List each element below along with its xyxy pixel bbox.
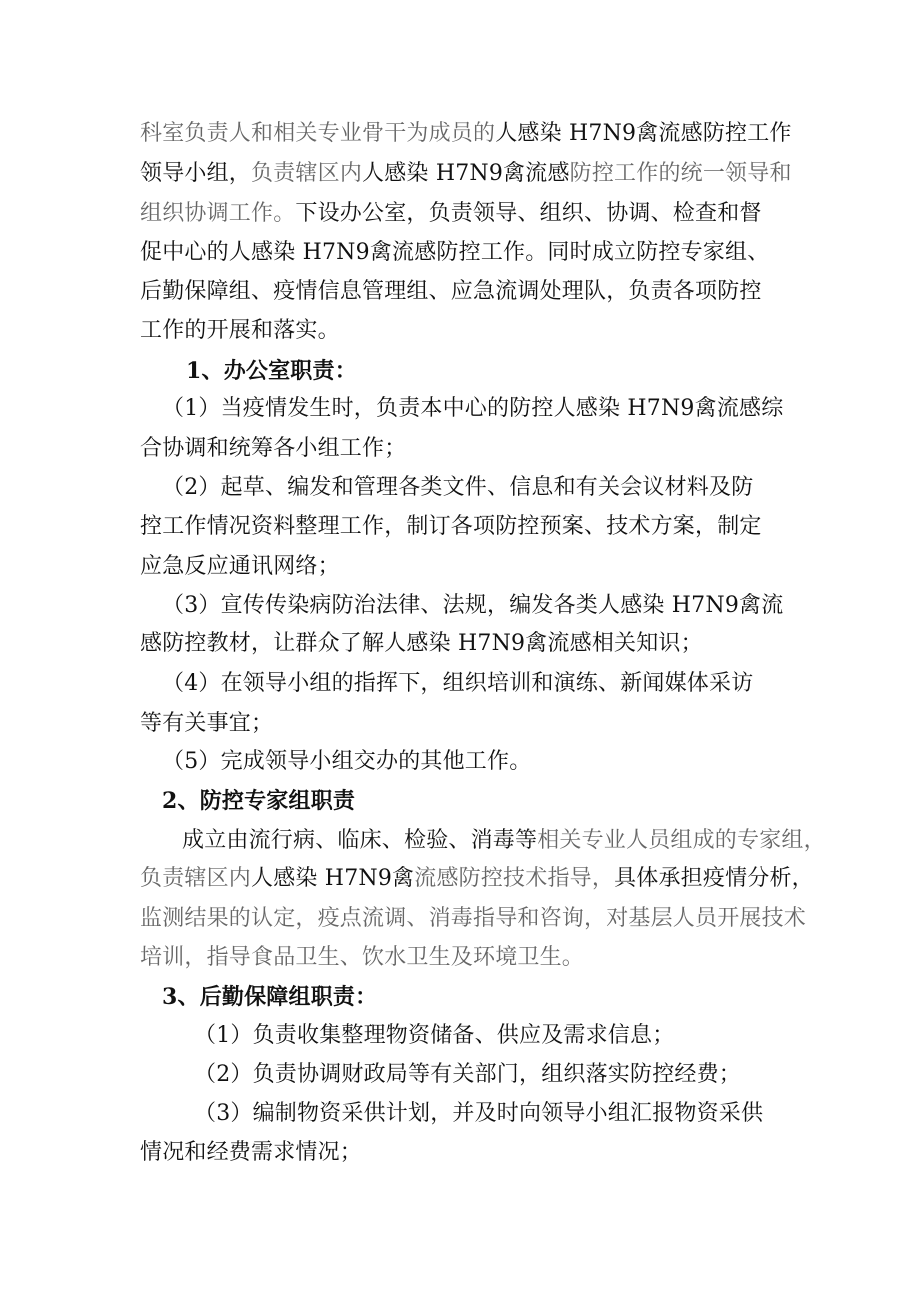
- text-segment: 成立由流行病、临床、检验、消毒等: [182, 828, 538, 853]
- text-segment: 应急反应通讯网络；: [140, 554, 340, 579]
- text-segment: 组织协调工作。: [140, 201, 296, 226]
- text-segment: （4）在领导小组的指挥下，组织培训和演练、新闻媒体采访: [162, 671, 754, 696]
- text-segment: 情况和经费需求情况；: [140, 1140, 363, 1165]
- text-segment: （5）完成领导小组交办的其他工作。: [162, 749, 532, 774]
- text-segment: 具体承担疫情分析，: [614, 866, 814, 891]
- paragraph-line: [140, 155, 792, 193]
- text-segment: 监测结果的认定，疫点流调、消毒指导和咨询，对基层人员开展技术: [140, 906, 807, 931]
- paragraph-line: [140, 625, 780, 663]
- text-segment: 领导小组，: [140, 161, 252, 186]
- paragraph-line: [194, 1056, 780, 1094]
- paragraph-line: [194, 1095, 780, 1133]
- paragraph-line: [140, 115, 792, 153]
- text-segment: 3、后勤保障组职责：: [162, 984, 378, 1010]
- paragraph-line: [162, 587, 784, 625]
- text-segment: 控工作情况资料整理工作，制订各项防控预案、技术方案，制定: [140, 514, 762, 539]
- text-segment: 负责辖区内: [140, 866, 252, 891]
- text-segment: 工作的开展和落实。: [140, 318, 340, 343]
- section-heading: [162, 782, 780, 820]
- text-segment: 人感染 H7N9禽: [251, 866, 415, 891]
- section-heading: [162, 978, 780, 1016]
- text-segment: 合协调和统筹各小组工作；: [140, 436, 407, 461]
- paragraph-line: [140, 900, 807, 938]
- paragraph-line: [140, 508, 780, 546]
- text-segment: （3）编制物资采供计划，并及时向领导小组汇报物资采供: [194, 1101, 764, 1126]
- text-segment: 后勤保障组、疫情信息管理组、应急流调处理队，负责各项防控: [140, 279, 762, 304]
- text-segment: 1、办公室职责：: [186, 358, 357, 384]
- paragraph-line: [140, 1134, 780, 1172]
- text-segment: 科室负责人和相关专业骨干为成员的: [140, 121, 496, 146]
- paragraph-line: [140, 430, 780, 468]
- text-segment: 负责辖区内: [251, 161, 363, 186]
- text-segment: 2、防控专家组职责: [162, 788, 356, 814]
- paragraph-line: [140, 705, 780, 743]
- text-segment: 流感防控技术指导，: [414, 866, 615, 891]
- text-segment: 促中心的人感染 H7N9禽流感防控工作。同时成立防控专家组、: [140, 240, 770, 265]
- paragraph-line: [140, 939, 780, 977]
- text-segment: 人感染 H7N9禽流感防控工作: [495, 121, 792, 146]
- section-heading: [186, 352, 780, 390]
- paragraph-line: [162, 743, 780, 781]
- paragraph-line: [140, 273, 780, 311]
- paragraph-line: [140, 312, 780, 350]
- paragraph-line: [182, 822, 826, 860]
- paragraph-line: [140, 195, 780, 233]
- text-segment: 相关专业人员组成的专家组，: [537, 828, 826, 853]
- text-segment: 下设办公室，负责领导、组织、协调、检查和督: [295, 201, 762, 226]
- text-segment: （3）宣传传染病防治法律、法规，编发各类人感染 H7N9禽流: [162, 593, 784, 618]
- text-segment: （1）负责收集整理物资储备、供应及需求信息；: [194, 1023, 675, 1048]
- text-segment: 等有关事宜；: [140, 711, 274, 736]
- text-segment: 防控工作的统一领导和: [569, 161, 792, 186]
- text-segment: 人感染 H7N9禽流感: [362, 161, 570, 186]
- paragraph-line: [140, 860, 814, 898]
- paragraph-line: [162, 390, 784, 428]
- paragraph-line: [162, 665, 780, 703]
- paragraph-line: [140, 234, 780, 272]
- text-segment: （2）负责协调财政局等有关部门，组织落实防控经费；: [194, 1062, 741, 1087]
- text-segment: 培训，指导食品卫生、饮水卫生及环境卫生。: [140, 945, 585, 970]
- text-segment: （2）起草、编发和管理各类文件、信息和有关会议材料及防: [162, 475, 754, 500]
- paragraph-line: [140, 548, 780, 586]
- paragraph-line: [194, 1017, 780, 1055]
- text-segment: 感防控教材，让群众了解人感染 H7N9禽流感相关知识；: [140, 631, 703, 656]
- text-segment: （1）当疫情发生时，负责本中心的防控人感染 H7N9禽流感综: [162, 396, 784, 421]
- paragraph-line: [162, 469, 780, 507]
